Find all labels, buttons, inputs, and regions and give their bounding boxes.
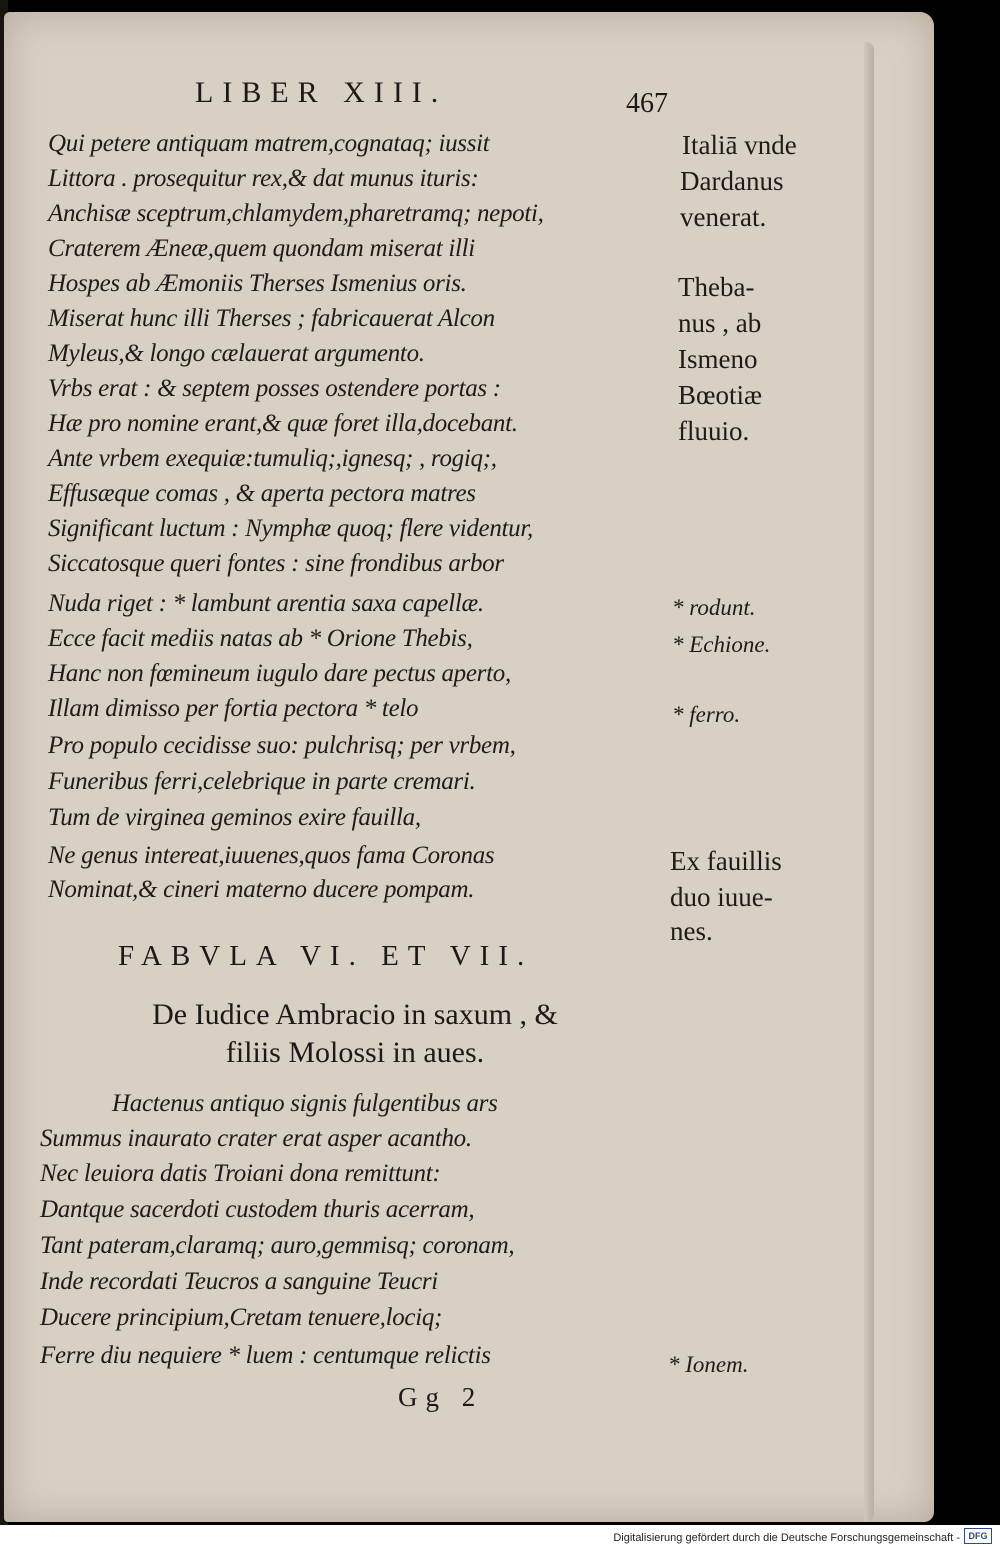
margin-note: Ex fauillis xyxy=(670,846,782,876)
verse-line: Ferre diu nequiere * luem : centumque relictis xyxy=(40,1342,491,1369)
verse-line: Tum de virginea geminos exire fauilla, xyxy=(48,804,421,831)
margin-note: * Echione. xyxy=(672,632,771,657)
verse-line: Miserat hunc illi Therses ; fabricauerat Alcon xyxy=(48,305,495,332)
verse-line: Hactenus antiquo signis fulgentibus ars xyxy=(112,1090,498,1117)
verse-line: Hospes ab Æmoniis Therses Ismenius oris. xyxy=(48,270,467,297)
verse-line: Nec leuiora datis Troiani dona remittunt: xyxy=(40,1160,441,1187)
verse-line: Summus inaurato crater erat asper acantho. xyxy=(40,1125,472,1152)
verse-line: Inde recordati Teucros a sanguine Teucri xyxy=(40,1268,438,1295)
verse-line: Illam dimisso per fortia pectora * telo xyxy=(48,695,419,722)
margin-note: * rodunt. xyxy=(672,595,756,620)
verse-line: Ne genus intereat,iuuenes,quos fama Coronas xyxy=(48,842,495,869)
running-head: LIBER XIII. xyxy=(195,76,448,109)
margin-note: fluuio. xyxy=(678,416,750,446)
fabula-subtitle: De Iudice Ambracio in saxum , & xyxy=(152,998,558,1031)
margin-note: Dardanus xyxy=(680,166,784,196)
verse-line: Effusæque comas , & aperta pectora matres xyxy=(48,480,476,507)
margin-note: nus , ab xyxy=(678,308,762,338)
margin-note: Ismeno xyxy=(678,344,758,374)
verse-line: Vrbs erat : & septem posses ostendere portas : xyxy=(48,375,501,402)
verse-line: Siccatosque queri fontes : sine frondibus arbor xyxy=(48,550,504,577)
verse-line: Significant luctum : Nymphæ quoq; flere videntur, xyxy=(48,515,533,542)
funding-notice: Digitalisierung gefördert durch die Deutsche Forschungsgemeinschaft - xyxy=(613,1532,960,1544)
margin-note: nes. xyxy=(670,916,713,946)
verse-line: Pro populo cecidisse suo: pulchrisq; per vrbem, xyxy=(48,732,516,759)
verse-line: Myleus,& longo cælauerat argumento. xyxy=(48,340,425,367)
margin-note: Italiā vnde xyxy=(682,130,797,160)
fabula-title: FABVLA VI. ET VII. xyxy=(118,940,534,972)
margin-note: duo iuue- xyxy=(670,882,773,912)
verse-line: Hanc non fœmineum iugulo dare pectus aperto, xyxy=(48,660,511,687)
dfg-logo: DFG xyxy=(964,1528,992,1544)
margin-note: * Ionem. xyxy=(668,1352,749,1377)
margin-note: venerat. xyxy=(680,202,767,232)
verse-line: Craterem Æneæ,quem quondam miserat illi xyxy=(48,235,475,262)
page-number: 467 xyxy=(626,88,668,119)
verse-line: Ducere principium,Cretam tenuere,lociq; xyxy=(40,1304,443,1331)
page-edge xyxy=(864,42,874,1522)
verse-line: Ecce facit mediis natas ab * Orione Thebis, xyxy=(48,625,473,652)
fabula-subtitle: filiis Molossi in aues. xyxy=(225,1036,485,1069)
margin-note: * ferro. xyxy=(672,702,741,727)
verse-line: Nominat,& cineri materno ducere pompam. xyxy=(48,876,475,903)
margin-note: Bœotiæ xyxy=(678,380,763,410)
verse-line: Nuda riget : * lambunt arentia saxa capellæ. xyxy=(48,590,484,617)
verse-line: Qui petere antiquam matrem,cognataq; iussit xyxy=(48,130,490,157)
verse-line: Tant pateram,claramq; auro,gemmisq; coronam, xyxy=(40,1232,515,1259)
verse-line: Littora . prosequitur rex,& dat munus ituris: xyxy=(48,165,479,192)
verse-line: Dantque sacerdoti custodem thuris acerram, xyxy=(40,1196,475,1223)
verse-line: Ante vrbem exequiæ:tumuliq;,ignesq; , rogiq;, xyxy=(48,445,497,472)
signature-mark: Gg 2 xyxy=(398,1382,484,1412)
verse-line: Funeribus ferri,celebrique in parte cremari. xyxy=(48,768,476,795)
verse-line: Anchisæ sceptrum,chlamydem,pharetramq; nepoti, xyxy=(48,200,544,227)
verse-line: Hæ pro nomine erant,& quæ foret illa,docebant. xyxy=(48,410,518,437)
margin-note: Theba- xyxy=(678,272,755,302)
